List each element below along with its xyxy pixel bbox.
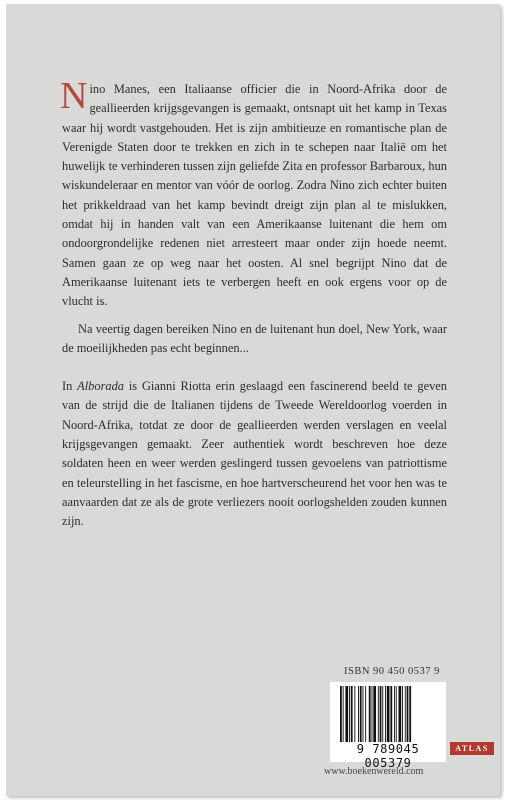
barcode-bar — [378, 686, 379, 742]
blurb-paragraph-2: Na veertig dagen bereiken Nino en de luitenant hun doel, New York, waar de moeilijkheden pas echt beginnen... — [62, 321, 447, 355]
barcode-bars-icon — [338, 686, 438, 742]
barcode-bar — [407, 686, 409, 742]
publisher-badge: ATLAS — [450, 742, 494, 755]
blurb-paragraph-1-text: ino Manes, een Italiaanse officier die in Noord-Afrika door de geallieerden krijgsgevangen is gemaakt, ontsnapt uit het kamp in Texas waar hij wordt vastgehouden. Het is zijn ambitieuze en romantische plan de Verenigde Staten door te trekken en zich in te schepen naar Italië om het huwelijk te verhinderen tussen zijn geliefde Zita en professor Barbaroux, hun wiskundeleraar en mentor van vóór de oorlog. Zodra Nino zich echter buiten het prikkeldraad van het kamp bevindt dreigt zijn plan al te mislukken, omdat hij in handen valt van een Amerikaanse luitenant die hem om ondoorgrondelijke redenen niet arresteert maar onder zijn hoede neemt. Samen gaan ze op weg naar het oosten. Al snel begrijpt Nino dat de Amerikaanse luitenant iets te verbergen heeft en ook ergens voor op de vlucht is. — [62, 82, 447, 309]
barcode-bar — [380, 686, 382, 742]
barcode-bar — [345, 686, 348, 742]
blurb-paragraph-3-text: is Gianni Riotta erin geslaagd een fascinerend beeld te geven van de strijd die de Italianen tijdens de Tweede Wereldoorlog voerden in Noord-Afrika, totdat ze door de geallieerden werden verslagen en veelal krijgsgevangen gemaakt. Zeer authentiek wordt beschreven hoe deze soldaten heen en weer werden geslingerd tussen gevoelens van patriottisme en teleurstelling in het fascisme, en hoe hartverscheurend het voor hen was te aanvaarden dat ze als de grote verliezers nooit oorlogshelden zouden kunnen zijn. — [62, 379, 447, 529]
website-url: www.boekenwereld.com — [324, 766, 424, 777]
drop-cap: N — [60, 75, 88, 117]
barcode-bar — [343, 686, 344, 742]
barcode-bar — [390, 686, 392, 742]
barcode-bar — [382, 686, 383, 742]
barcode-digits: 9 789045 005379 — [356, 742, 420, 770]
page-edge — [500, 10, 504, 792]
barcode-bar — [373, 686, 376, 742]
barcode-bar — [360, 686, 362, 742]
barcode-bar — [405, 686, 406, 742]
blurb-text — [60, 75, 447, 532]
barcode-bar — [365, 686, 366, 742]
blurb-paragraph-3-prefix: In — [62, 379, 78, 394]
barcode-bar — [351, 686, 353, 742]
barcode-bar — [369, 686, 371, 742]
barcode-bar — [354, 686, 355, 742]
blurb-paragraph-3 — [62, 377, 447, 531]
barcode — [330, 682, 446, 770]
barcode-bar — [363, 686, 364, 742]
barcode-bar — [349, 686, 350, 742]
barcode-bar — [396, 686, 397, 742]
barcode-bar — [399, 686, 402, 742]
book-title: Alborada — [77, 379, 124, 394]
barcode-bar — [358, 686, 359, 742]
isbn-label: ISBN 90 450 0537 9 — [344, 666, 440, 677]
barcode-bar — [394, 686, 395, 742]
barcode-bar — [372, 686, 373, 742]
barcode-bar — [409, 686, 411, 742]
barcode-bar — [387, 686, 390, 742]
barcode-bar — [340, 686, 342, 742]
barcode-bar — [385, 686, 386, 742]
barcode-bar — [402, 686, 403, 742]
blurb-paragraph-1 — [60, 75, 447, 312]
